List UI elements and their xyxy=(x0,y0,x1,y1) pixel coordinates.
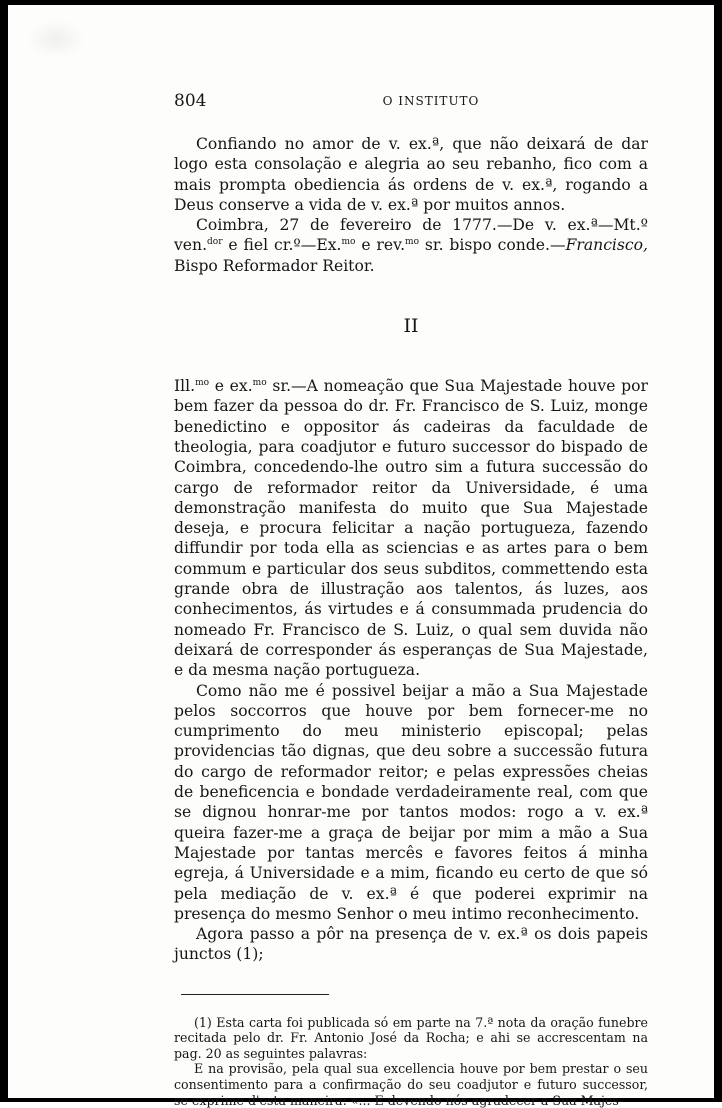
page-number: 804 xyxy=(174,91,207,111)
letter-two-paragraph-3: Agora passo a pôr na presença de v. ex.ª os dois papeis junctos (1); xyxy=(174,925,648,964)
letter-one-closing xyxy=(174,215,648,276)
closing-fiel: e fiel cr.º—Ex. xyxy=(228,236,342,255)
letter-two xyxy=(174,376,648,965)
closing-mo-2: mo xyxy=(405,237,419,248)
closing-dor: dor xyxy=(207,237,223,248)
closing-rev: e rev. xyxy=(355,236,406,255)
letter-two-paragraph-1 xyxy=(174,376,648,680)
closing-mo-1: mo xyxy=(341,237,356,248)
salutation-mo-1: mo xyxy=(195,378,210,389)
letter-two-paragraph-1-text: sr.—A nomeação que Sua Majestade houve por bem fazer da pessoa do dr. Fr. Francisco de S. Luiz, monge benedictino e oppositor ás cadeiras da faculdade de theologia, para coadjutor e futuro successor do bispado de Coimbra, concedendo-lhe outro sim a futura successão do cargo de reformador reitor da Universidade, é uma demonstração manifesta do muito que Sua Majestade deseja, e procura felicitar a nação portugueza, fazendo diffundir por toda ella as sciencias e as artes para o bem commum e particular dos seus subditos, commettendo esta grande obra de illustração aos talentos, ás luzes, aos conhecimentos, ás virtudes e á consummada prudencia do nomeado Fr. Francisco de S. Luiz, o qual sem duvida não deixará de corresponder ás esperanças de Sua Majestade, e da mesma nação portugueza. xyxy=(174,377,648,680)
book-page xyxy=(174,91,648,1108)
letter-one xyxy=(174,134,648,276)
closing-date: Coimbra, 27 de fevereiro de 1777.—De v. ex.ª—Mt.º ven. xyxy=(174,216,648,255)
salutation-ex: e ex. xyxy=(209,377,253,396)
footnotes xyxy=(174,1015,648,1108)
running-title: O INSTITUTO xyxy=(382,94,480,108)
footnote-1-continued: E na provisão, pela qual sua excellencia houve por bem prestar o seu consentimento para a confirmação do seu coadjutor e futuro successor, se exprime d'esta maneira: «... E devendo nós agradecer a Sua Majes- xyxy=(174,1061,648,1108)
closing-bispo: sr. bispo conde.— xyxy=(418,236,566,255)
footnote-1: (1) Esta carta foi publicada só em parte na 7.ª nota da oração funebre recitada pelo dr. Fr. Antonio José da Rocha; e ahi se accrescentam na pag. 20 as seguintes palavras: xyxy=(174,1014,648,1061)
signature-name: Francisco, xyxy=(565,236,648,255)
salutation-mo-2: mo xyxy=(252,378,267,389)
section-title: II xyxy=(403,315,419,338)
running-head xyxy=(174,91,648,117)
footnote-rule xyxy=(181,994,329,995)
letter-two-paragraph-2: Como não me é possivel beijar a mão a Sua Majestade pelos soccorros que houve por bem fornecer-me no cumprimento do meu ministerio episcopal; pelas providencias tão dignas, que deu sobre a successão futura do cargo de reformador reitor; e pelas expressões cheias de beneficencia e bondade verdadeiramente real, com que se dignou honrar-me por tantos modos: rogo a v. ex.ª queira fazer-me a graça de beijar por mim a mão a Sua Majestade por tantas mercês e favores feitos á minha egreja, á Universidade e a mim, ficando eu certo de que só pela mediação de v. ex.ª é que poderei exprimir na presença do mesmo Senhor o meu intimo reconhecimento. xyxy=(174,681,648,923)
signature-title: Bispo Reformador Reitor. xyxy=(174,256,375,275)
salutation-ill: Ill. xyxy=(174,377,196,396)
scan-smudge xyxy=(26,19,86,59)
letter-one-paragraph: Confiando no amor de v. ex.ª, que não deixará de dar logo esta consolação e alegria ao seu rebanho, fico com a mais prompta obediencia ás ordens de v. ex.ª, rogando a Deus conserve a vida de v. ex.ª por muitos annos. xyxy=(174,135,648,214)
